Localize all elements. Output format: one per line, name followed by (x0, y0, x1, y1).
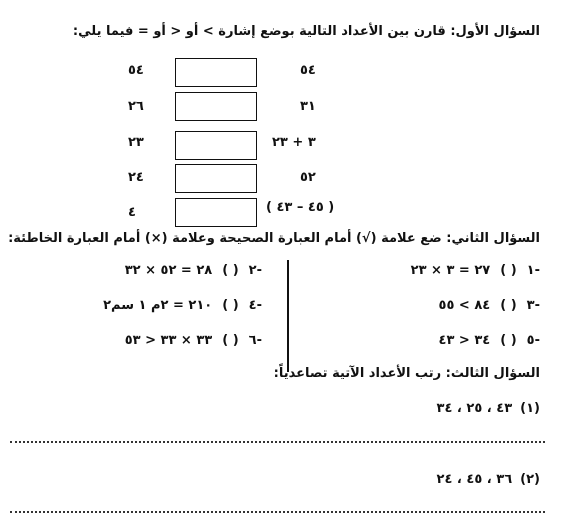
q2-item4 (103, 298, 262, 313)
q2-item6 (125, 333, 262, 348)
q1-row4-left-value: ٢٤ (128, 170, 144, 185)
q2-item2-number: -٢ (248, 263, 262, 278)
question-2-title: السؤال الثاني: ضع علامة (√) أمام العبارة الصحيحة وعلامة (×) أمام العبارة الخاطئة: (8, 231, 540, 246)
q2-item4-answer-slot[interactable]: ( ) (222, 298, 239, 313)
q1-row5-answer-box[interactable] (175, 198, 257, 227)
q1-row3-left-value: ٢٣ (128, 135, 144, 150)
q1-row4-answer-box[interactable] (175, 164, 257, 193)
q2-item3-answer-slot[interactable]: ( ) (500, 298, 517, 313)
q3-row1-label: (١) (520, 401, 540, 416)
q2-item6-expression: ٣٣ × ٣٣ < ٥٣ (124, 333, 213, 348)
q2-item1-answer-slot[interactable]: ( ) (500, 263, 517, 278)
q2-item5 (439, 333, 540, 348)
q2-item4-number: -٤ (248, 298, 262, 313)
q1-row1-right-value: ٥٤ (300, 63, 316, 78)
q2-item2-expression: ٢٨ = ٥٢ × ٣٢ (124, 263, 213, 278)
q3-row1 (437, 401, 540, 416)
q2-item1 (411, 263, 540, 278)
column-divider (287, 260, 289, 372)
q1-row1-left-value: ٥٤ (128, 63, 144, 78)
q2-item1-number: -١ (526, 263, 540, 278)
q2-item6-number: -٦ (248, 333, 262, 348)
q3-row2 (437, 472, 540, 487)
q2-item2-answer-slot[interactable]: ( ) (222, 263, 239, 278)
q2-item4-expression: ٢١٠ = ٢م ١ سم٢ (103, 298, 213, 313)
q1-row5-right-value: ( ٤٥ – ٤٣ ) (266, 200, 335, 215)
q2-item3-number: -٣ (526, 298, 540, 313)
q1-row2-answer-box[interactable] (175, 92, 257, 121)
q2-item5-number: -٥ (526, 333, 540, 348)
q1-row1-answer-box[interactable] (175, 58, 257, 87)
question-3-title: السؤال الثالث: رتب الأعداد الآتية تصاعدياً: (273, 366, 540, 381)
q2-item5-expression: ٣٤ < ٤٣ (438, 333, 491, 348)
q1-row3-answer-box[interactable] (175, 131, 257, 160)
q2-item6-answer-slot[interactable]: ( ) (222, 333, 239, 348)
q2-item3 (439, 298, 540, 313)
q1-row2-right-value: ٣١ (300, 99, 316, 114)
q1-row4-right-value: ٥٢ (300, 170, 316, 185)
q1-row2-left-value: ٢٦ (128, 99, 144, 114)
q3-row2-numbers: ٣٦ ، ٤٥ ، ٢٤ (436, 472, 513, 487)
q1-row5-left-value: ٤ (128, 205, 136, 220)
q3-row2-answer-line[interactable] (10, 511, 545, 513)
q2-item1-expression: ٢٧ = ٣ × ٢٣ (410, 263, 491, 278)
q3-row1-numbers: ٤٣ ، ٢٥ ، ٣٤ (436, 401, 513, 416)
q2-item5-answer-slot[interactable]: ( ) (500, 333, 517, 348)
q1-row3-right-value: ٣ + ٢٣ (272, 135, 316, 150)
question-1-title: السؤال الأول: قارن بين الأعداد التالية بوضع إشارة > أو < أو = فيما يلي: (72, 24, 540, 39)
q3-row1-answer-line[interactable] (10, 441, 545, 443)
q3-row2-label: (٢) (520, 472, 540, 487)
q2-item3-expression: ٨٤ > ٥٥ (438, 298, 491, 313)
q2-item2 (125, 263, 262, 278)
